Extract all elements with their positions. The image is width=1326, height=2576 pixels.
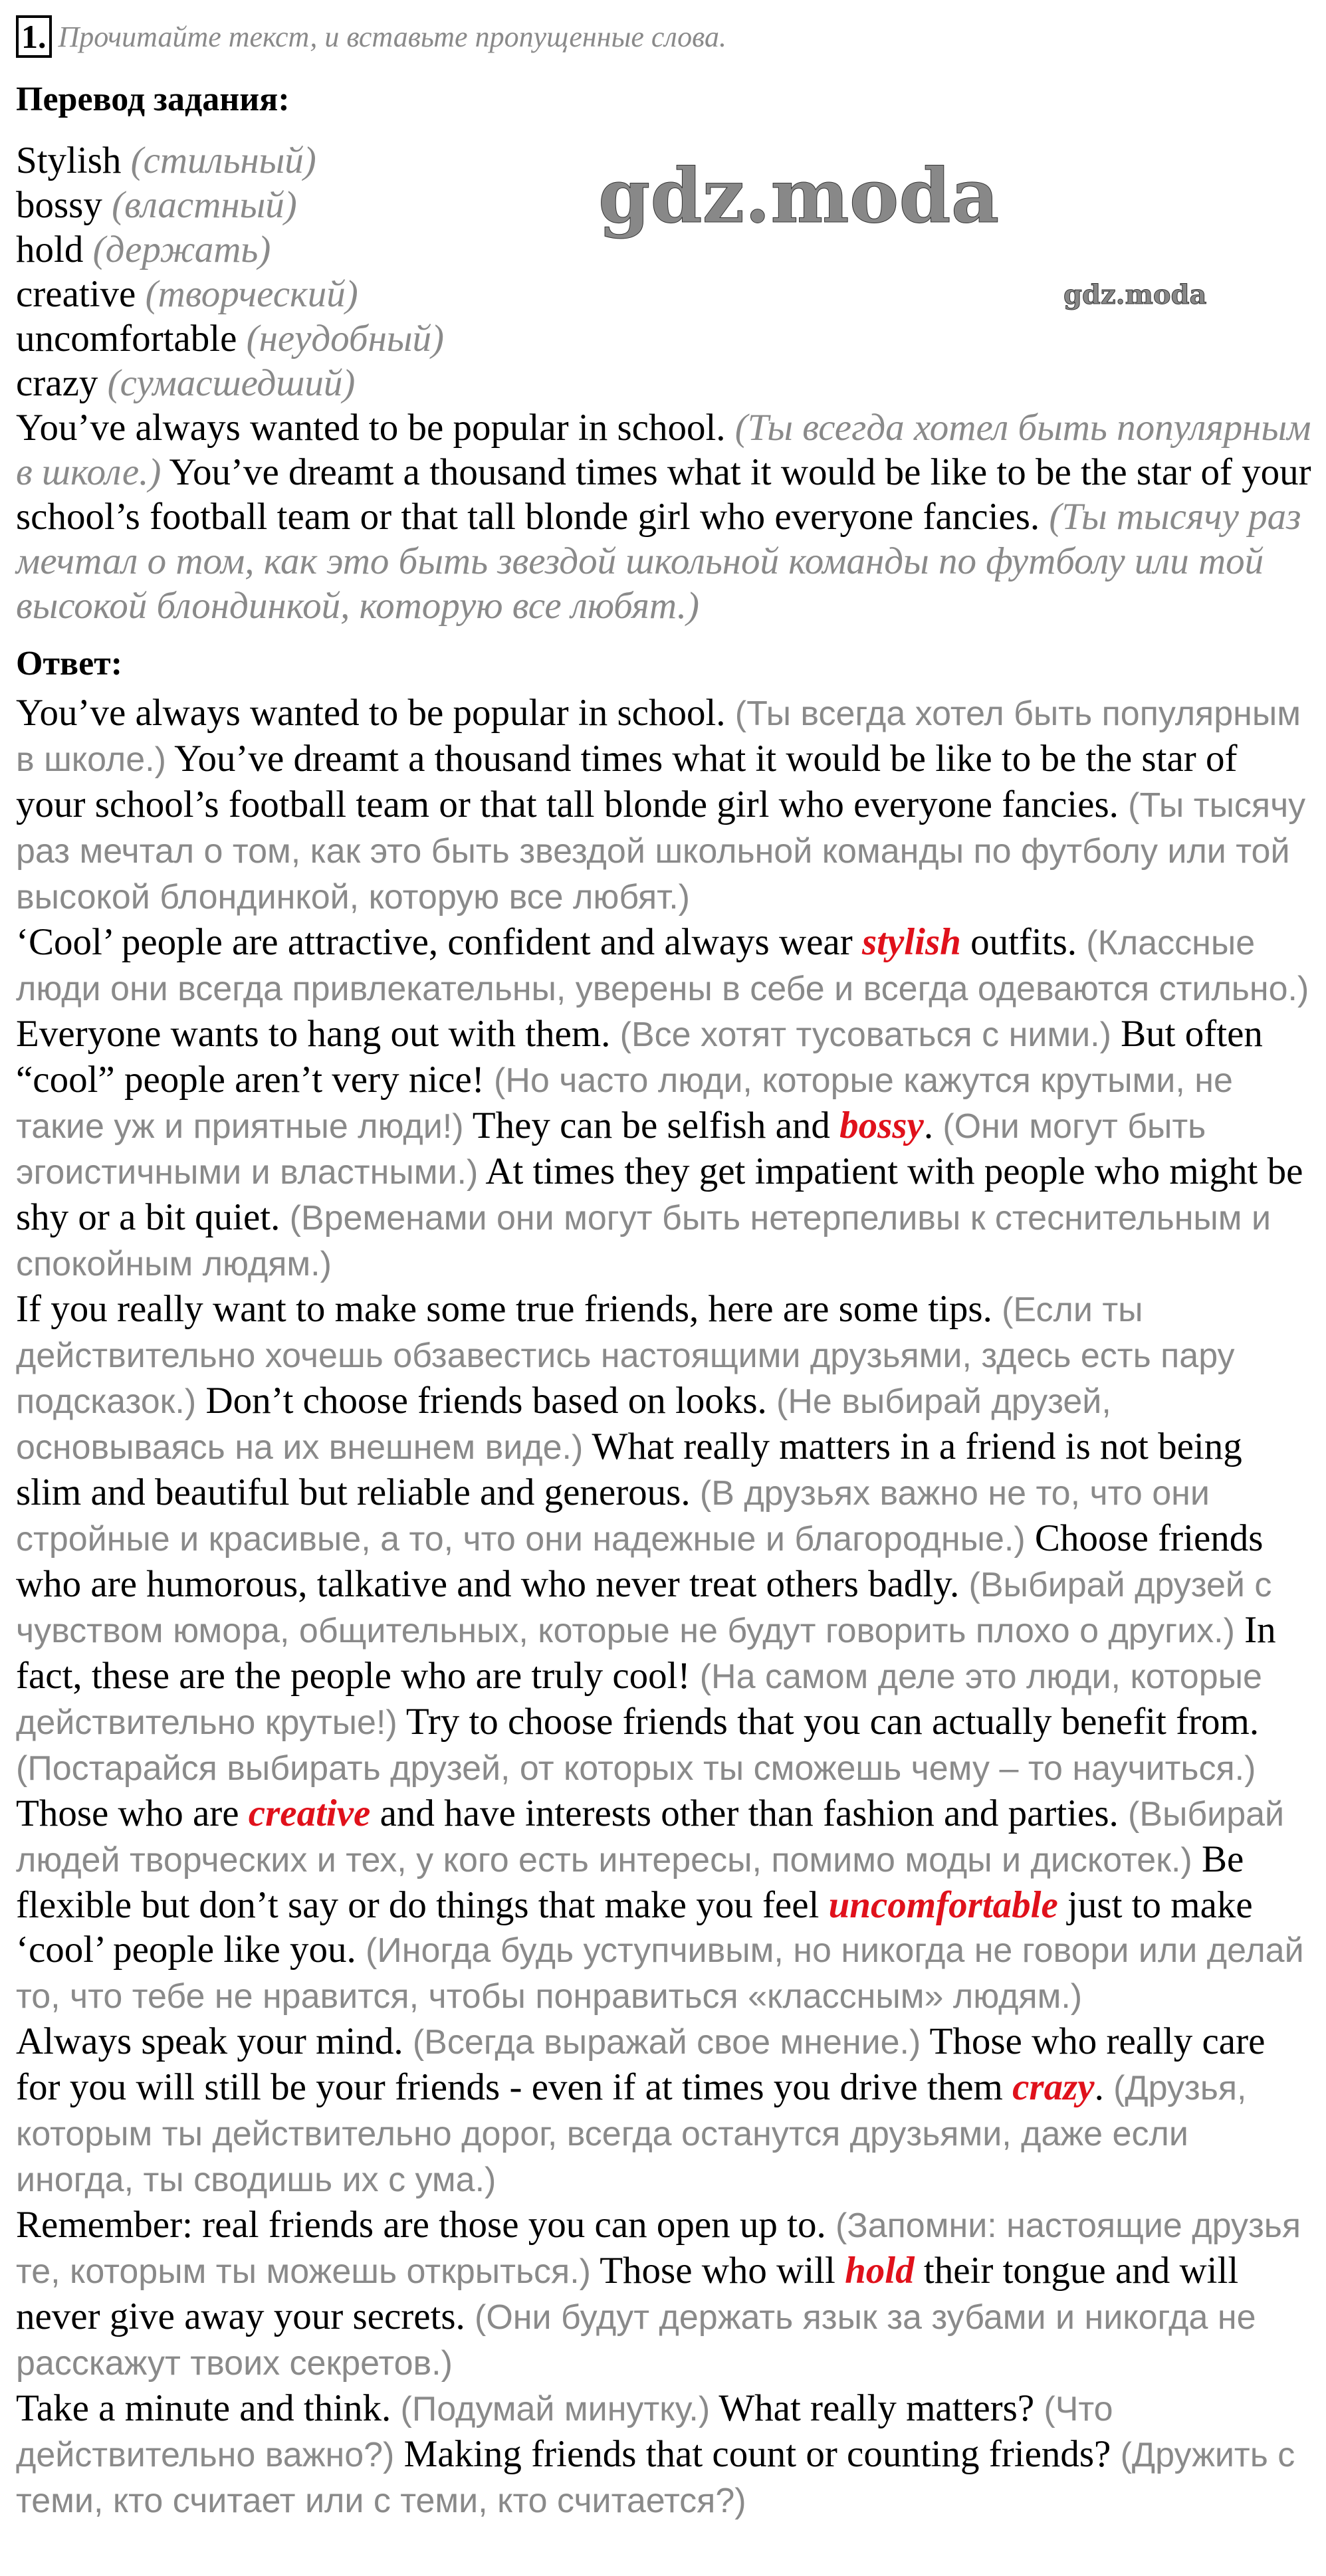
english-text: But often “cool” people aren’t very nice! <box>16 1013 1263 1101</box>
english-word: bossy <box>16 184 102 226</box>
document-page <box>16 13 1315 2523</box>
russian-translation: (Но часто люди, которые кажутся крутыми, не такие уж и приятные люди!) <box>16 1061 1233 1146</box>
russian-translation: (властный) <box>112 184 297 226</box>
russian-translation: (Выбирай людей творческих и тех, у кого есть интересы, помимо моды и дискотек.) <box>16 1795 1285 1879</box>
answer-paragraph <box>16 691 1315 920</box>
english-text: . <box>923 1105 943 1146</box>
russian-translation: (Если ты действительно хочешь обзавестись настоящими друзьями, здесь есть пару подсказок.) <box>16 1291 1235 1421</box>
english-word: uncomfortable <box>16 318 237 360</box>
russian-translation: (Ты всегда хотел быть популярным в школе.) <box>16 695 1301 779</box>
english-text: outfits. <box>960 921 1087 963</box>
russian-translation: (Временами они могут быть нетерпеливы к стеснительным и спокойным людям.) <box>16 1199 1271 1283</box>
russian-translation: (творческий) <box>145 273 358 315</box>
task-instruction: Прочитайте текст, и вставьте пропущенные слова. <box>58 20 726 53</box>
word-item <box>16 316 1315 361</box>
russian-translation: (Иногда будь уступчивым, но никогда не говори или делай то, что тебе не нравится, чтобы понравиться «классным» людям.) <box>16 1931 1304 2016</box>
translation-heading: Перевод задания: <box>16 80 290 118</box>
russian-translation: (Подумай минутку.) <box>400 2390 711 2428</box>
english-text: You’ve always wanted to be popular in school. <box>16 692 735 734</box>
english-text: and have interests other than fashion and parties. <box>370 1792 1128 1834</box>
english-text: At times they get impatient with people who might be shy or a bit quiet. <box>16 1150 1303 1238</box>
english-text: ‘Cool’ people are attractive, confident and always wear <box>16 921 862 963</box>
english-word: creative <box>16 273 136 315</box>
english-word: hold <box>16 229 84 270</box>
english-text: Take a minute and think. <box>16 2387 401 2429</box>
english-text: They can be selfish and <box>463 1105 840 1146</box>
english-text: Those who will <box>590 2250 845 2292</box>
english-word: crazy <box>16 362 98 404</box>
english-text: You’ve always wanted to be popular in school. <box>16 407 735 449</box>
inserted-word: crazy <box>1012 2066 1095 2108</box>
task-number: 1. <box>16 15 52 58</box>
russian-translation: (Они будут держать язык за зубами и никогда не расскажут твоих секретов.) <box>16 2298 1256 2383</box>
inserted-word: bossy <box>839 1105 924 1146</box>
russian-translation: (Друзья, которым ты действительно дорог, всегда останутся друзьями, даже если иногда, ты сводишь их с ума.) <box>16 2069 1247 2199</box>
russian-translation: (Выбирай друзей с чувством юмора, общительных, которые не будут говорить плохо о других.) <box>16 1566 1272 1650</box>
intro-paragraph <box>16 405 1315 628</box>
answer-paragraph <box>16 920 1315 1287</box>
english-text: In fact, these are the people who are truly cool! <box>16 1609 1276 1697</box>
english-text: Don’t choose friends based on looks. <box>196 1380 777 1422</box>
russian-translation: (На самом деле это люди, которые действительно крутые!) <box>16 1658 1262 1742</box>
russian-translation: (сумасшедший) <box>107 362 356 404</box>
answer-paragraph <box>16 2019 1315 2202</box>
watermark: gdz.moda <box>598 153 1000 240</box>
watermark: gdz.moda <box>1063 279 1207 310</box>
english-text: Always speak your mind. <box>16 2020 413 2062</box>
english-text: What really matters in a friend is not being slim and beautiful but reliable and generous. <box>16 1426 1242 1513</box>
russian-translation: (Ты всегда хотел быть популярным в школе.) <box>16 407 1311 493</box>
russian-translation: (стильный) <box>130 140 316 181</box>
russian-translation: (Ты тысячу раз мечтал о том, как это быть звездой школьной команды по футболу или той высокой блондинкой, которую все любят.) <box>16 496 1301 627</box>
english-text: Making friends that count or counting friends? <box>394 2433 1121 2475</box>
russian-translation: (Классные люди они всегда привлекательны, уверены в себе и всегда одеваются стильно.) <box>16 924 1309 1008</box>
inserted-word: uncomfortable <box>828 1884 1058 1926</box>
english-text: What really matters? <box>710 2387 1044 2429</box>
answer-paragraph <box>16 1287 1315 2019</box>
russian-translation: (неудобный) <box>246 318 444 360</box>
russian-translation: (В друзьях важно не то, что они стройные и красивые, а то, что они надежные и благородные.) <box>16 1474 1210 1558</box>
english-text: their tongue and will never give away your secrets. <box>16 2250 1239 2337</box>
russian-translation: (Что действительно важно?) <box>16 2390 1113 2474</box>
english-text: . <box>1094 2066 1114 2108</box>
answer-heading: Ответ: <box>16 645 123 683</box>
task-header <box>16 13 1315 60</box>
english-text: If you really want to make some true friends, here are some tips. <box>16 1288 1002 1330</box>
english-text: Those who are <box>16 1792 249 1834</box>
answer-text <box>16 691 1315 2523</box>
english-text: just to make ‘cool’ people like you. <box>16 1884 1253 1971</box>
answer-paragraph <box>16 2386 1315 2523</box>
russian-translation: (Постарайся выбирать друзей, от которых ты сможешь чему – то научиться.) <box>16 1749 1256 1788</box>
english-text: Those who really care for you will still be your friends - even if at times you drive them <box>16 2020 1266 2108</box>
word-item <box>16 361 1315 405</box>
english-text: Everyone wants to hang out with them. <box>16 1013 620 1055</box>
russian-translation: (Все хотят тусоваться с ними.) <box>619 1016 1111 1054</box>
english-text: You’ve dreamt a thousand times what it would be like to be the star of your school’s football team or that tall blonde girl who everyone fancies. <box>16 451 1311 538</box>
answer-paragraph <box>16 2202 1315 2386</box>
english-text: Try to choose friends that you can actually benefit from. <box>397 1701 1260 1743</box>
english-text: Choose friends who are humorous, talkative and who never treat others badly. <box>16 1517 1264 1605</box>
russian-translation: (Ты тысячу раз мечтал о том, как это быть звездой школьной команды по футболу или той высокой блондинкой, которую все любят.) <box>16 786 1306 916</box>
russian-translation: (Они могут быть эгоистичными и властными.) <box>16 1107 1206 1192</box>
english-text: Remember: real friends are those you can open up to. <box>16 2204 835 2246</box>
inserted-word: stylish <box>861 921 961 963</box>
russian-translation: (Всегда выражай свое мнение.) <box>412 2023 921 2062</box>
russian-translation: (Не выбирай друзей, основываясь на их внешнем виде.) <box>16 1382 1111 1467</box>
russian-translation: (держать) <box>92 229 271 270</box>
english-text: Be flexible but don’t say or do things that make you feel <box>16 1838 1244 1926</box>
english-word: Stylish <box>16 140 122 181</box>
russian-translation: (Дружить с теми, кто считает или с теми, кто считается?) <box>16 2436 1295 2520</box>
inserted-word: creative <box>248 1792 371 1834</box>
english-text: You’ve dreamt a thousand times what it would be like to be the star of your school’s football team or that tall blonde girl who everyone fancies. <box>16 738 1238 825</box>
inserted-word: hold <box>845 2250 915 2292</box>
russian-translation: (Запомни: настоящие друзья те, которым ты можешь открыться.) <box>16 2206 1301 2291</box>
